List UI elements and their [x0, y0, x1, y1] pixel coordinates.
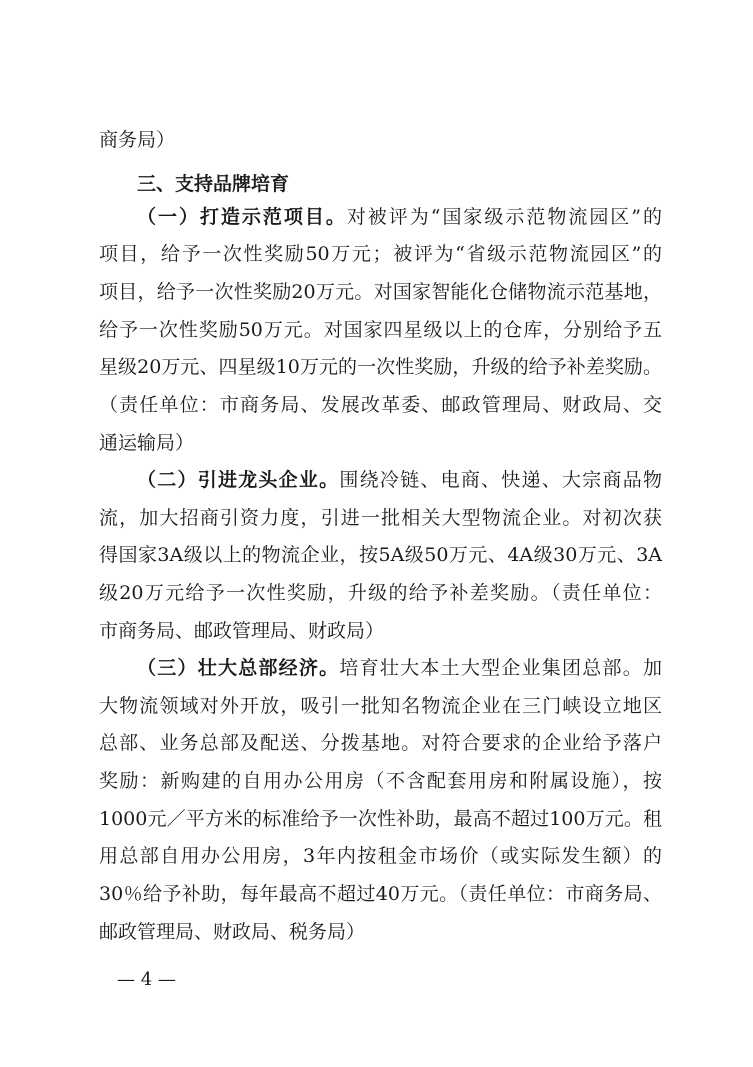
- carryover-line: 商务局）: [99, 129, 176, 151]
- item-3-line-3: 总部、业务总部及配送、分拨基地。对符合要求的企业给予落户: [99, 732, 662, 754]
- item-3-line-4: 奖励：新购建的自用办公用房（不含配套用房和附属设施），按: [99, 770, 662, 792]
- item-1-line-6: （责任单位：市商务局、发展改革委、邮政管理局、财政局、交: [99, 394, 662, 416]
- item-2-title: （二）引进龙头企业。: [137, 469, 340, 491]
- item-1-first-line: [137, 205, 662, 229]
- item-1-line-4: 给予一次性奖励50万元。对国家四星级以上的仓库，分别给予五: [99, 319, 662, 341]
- item-2-line-5: 市商务局、邮政管理局、财政局）: [99, 620, 385, 642]
- item-3-line-7: 30％给予补助，每年最高不超过40万元。（责任单位：市商务局、: [99, 883, 662, 905]
- item-1-line-2: 项目，给予一次性奖励50万元；被评为“省级示范物流园区”的: [99, 243, 662, 265]
- item-3-text: 培育壮大本土大型企业集团总部。加: [339, 657, 662, 679]
- page-number: — 4 —: [117, 969, 176, 990]
- item-2-line-3: 得国家3A级以上的物流企业，按5A级50万元、4A级30万元、3A: [99, 544, 662, 566]
- item-3-line-8: 邮政管理局、财政局、税务局）: [99, 921, 366, 943]
- item-1-title: （一）打造示范项目。: [137, 206, 347, 228]
- item-3-title: （三）壮大总部经济。: [137, 657, 340, 679]
- item-3-line-6: 用总部自用办公用房，3年内按租金市场价（或实际发生额）的: [99, 845, 662, 867]
- item-2-line-2: 流，加大招商引资力度，引进一批相关大型物流企业。对初次获: [99, 507, 662, 529]
- item-2-line-4: 级20万元给予一次性奖励，升级的给予补差奖励。（责任单位：: [99, 582, 662, 604]
- item-3-line-2: 大物流领域对外开放，吸引一批知名物流企业在三门峡设立地区: [99, 695, 662, 717]
- item-1-line-3: 项目，给予一次性奖励20万元。对国家智能化仓储物流示范基地，: [99, 281, 662, 303]
- item-3-first-line: [137, 656, 662, 680]
- item-1-text: 对被评为“国家级示范物流园区”的: [346, 206, 662, 228]
- item-1-line-7: 通运输局）: [99, 432, 195, 454]
- item-3-line-5: 1000元／平方米的标准给予一次性补助，最高不超过100万元。租: [99, 808, 662, 830]
- section-heading: 三、支持品牌培育: [137, 173, 290, 195]
- item-1-line-5: 星级20万元、四星级10万元的一次性奖励，升级的给予补差奖励。: [99, 356, 662, 378]
- item-2-first-line: [137, 468, 662, 492]
- item-2-text: 围绕冷链、电商、快递、大宗商品物: [339, 469, 662, 491]
